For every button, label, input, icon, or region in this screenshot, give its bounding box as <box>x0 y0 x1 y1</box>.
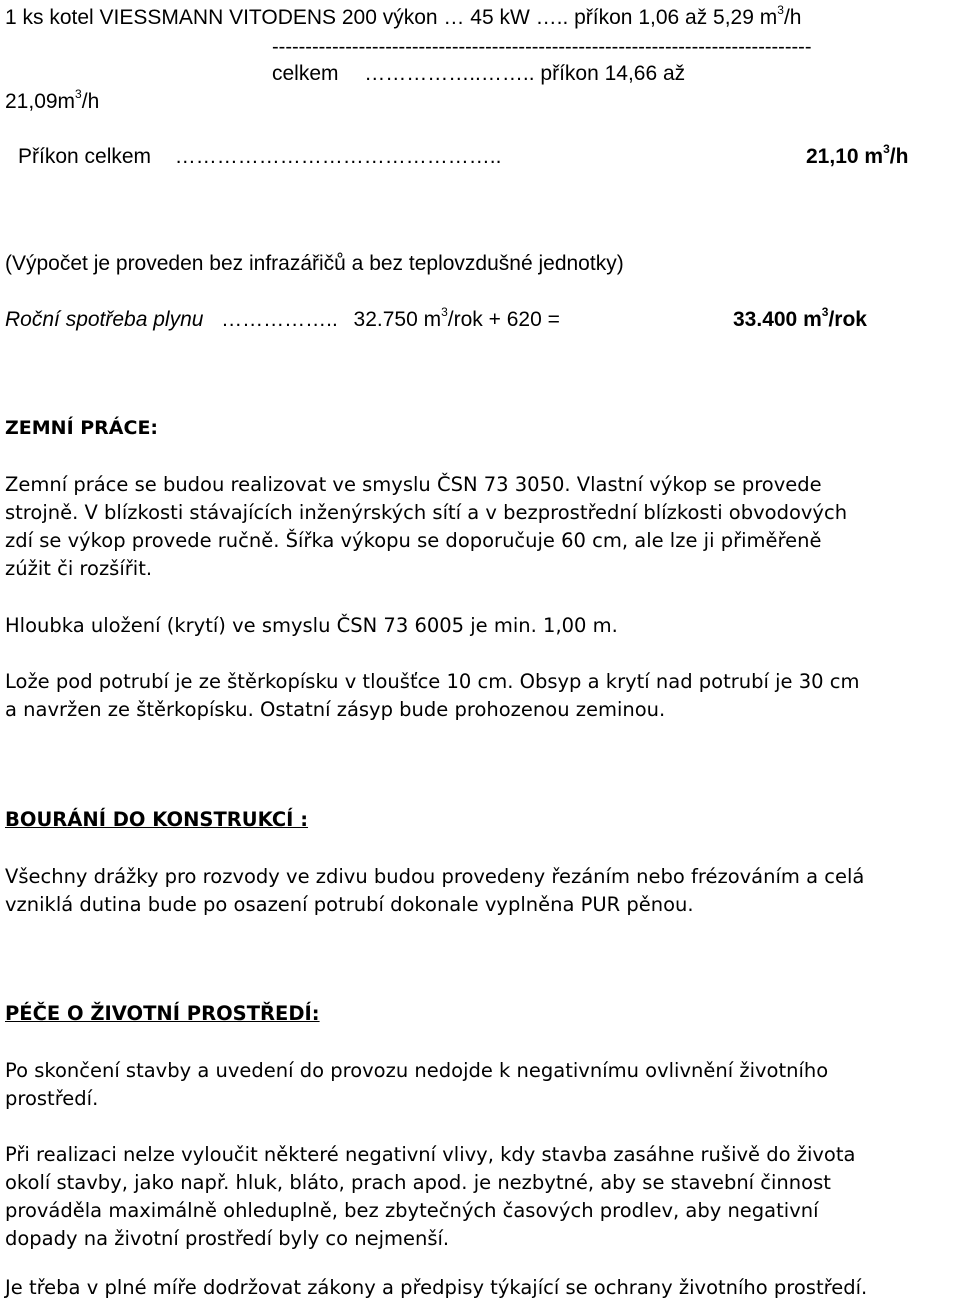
text-line: Lože pod potrubí je ze štěrkopísku v tloušťce 10 cm. Obsyp a krytí nad potrubí je 30 cm <box>5 670 860 693</box>
superscript: 3 <box>821 305 829 319</box>
text-line: Při realizaci nelze vyloučit některé negativní vlivy, kdy stavba zasáhne rušivě do života <box>5 1143 856 1166</box>
input-total-label-row <box>18 146 501 167</box>
calculation-note: (Výpočet je proveden bez infrazářičů a bez teplovzdušné jednotky) <box>5 252 624 275</box>
unit-text: /h <box>783 6 802 29</box>
text-line: dopady na životní prostředí byly co nejmenší. <box>5 1227 450 1250</box>
boiler-spec: 1 ks kotel VIESSMANN VITODENS 200 výkon … 45 kW ….. příkon 1,06 až 5,29 m <box>5 6 778 29</box>
calc-rest: /rok + 620 = <box>447 308 560 331</box>
environment-heading: PÉČE O ŽIVOTNÍ PROSTŘEDÍ: <box>5 1002 320 1025</box>
total-input-text: příkon 14,66 až <box>540 62 686 85</box>
text-line: prostředí. <box>5 1087 99 1110</box>
total-range-line <box>5 87 100 113</box>
text-line: prováděla maximálně ohleduplně, bez zbytečných časových prodlev, aby negativní <box>5 1199 819 1222</box>
annual-consumption-row <box>5 305 560 331</box>
superscript: 3 <box>777 3 784 17</box>
text-line: vzniklá dutina bude po osazení potrubí dokonale vyplněna PUR pěnou. <box>5 893 694 916</box>
superscript: 3 <box>441 305 448 319</box>
text-line: strojně. V blízkosti stávajících inženýrských sítí a v bezprostřední blízkosti obvodových <box>5 501 848 524</box>
value-text: 21,10 m <box>806 145 884 168</box>
text-line: Po skončení stavby a uvedení do provozu nedojde k negativnímu ovlivnění životního <box>5 1059 829 1082</box>
leader-dots: …………….. <box>221 308 338 331</box>
unit-text: /h <box>81 90 100 113</box>
total-label: celkem <box>272 62 339 85</box>
calc-value: 32.750 m <box>353 308 442 331</box>
superscript: 3 <box>75 87 82 101</box>
earthworks-heading: ZEMNÍ PRÁCE: <box>5 417 159 439</box>
result-value: 33.400 m <box>733 308 822 331</box>
environment-paragraph-3: Je třeba v plné míře dodržovat zákony a předpisy týkající se ochrany životního prostředí. <box>5 1276 868 1299</box>
annual-result <box>733 305 867 331</box>
text-line: Zemní práce se budou realizovat ve smyslu ČSN 73 3050. Vlastní výkop se provede <box>5 473 822 496</box>
dash-separator: --------------------------------------------------------------------------------- <box>272 36 812 58</box>
text-line: a navržen ze štěrkopísku. Ostatní zásyp bude prohozenou zeminou. <box>5 698 666 721</box>
total-line <box>272 63 685 84</box>
boiler-line <box>5 3 802 29</box>
input-total-label: Příkon celkem <box>18 145 152 168</box>
leader-dots: ……………..…….. <box>364 62 535 85</box>
input-total-value <box>806 142 909 168</box>
earthworks-paragraph-2: Hloubka uložení (krytí) ve smyslu ČSN 73 6005 je min. 1,00 m. <box>5 614 618 637</box>
text-line: Všechny drážky pro rozvody ve zdivu budou provedeny řezáním nebo frézováním a celá <box>5 865 865 888</box>
range-value: 21,09m <box>5 90 76 113</box>
demolition-heading: BOURÁNÍ DO KONSTRUKCÍ : <box>5 808 309 831</box>
text-line: zdí se výkop provede ručně. Šířka výkopu se doporučuje 60 cm, ale lze ji přiměřeně <box>5 529 822 552</box>
unit-text: /h <box>889 145 909 168</box>
superscript: 3 <box>883 142 890 156</box>
text-line: okolí stavby, jako např. hluk, bláto, prach apod. je nezbytné, aby se stavební činnost <box>5 1171 831 1194</box>
leader-dots: ……………………………………….. <box>174 145 502 168</box>
annual-label: Roční spotřeba plynu <box>5 308 204 331</box>
text-line: zúžit či rozšířit. <box>5 557 153 580</box>
unit-text: /rok <box>828 308 867 331</box>
